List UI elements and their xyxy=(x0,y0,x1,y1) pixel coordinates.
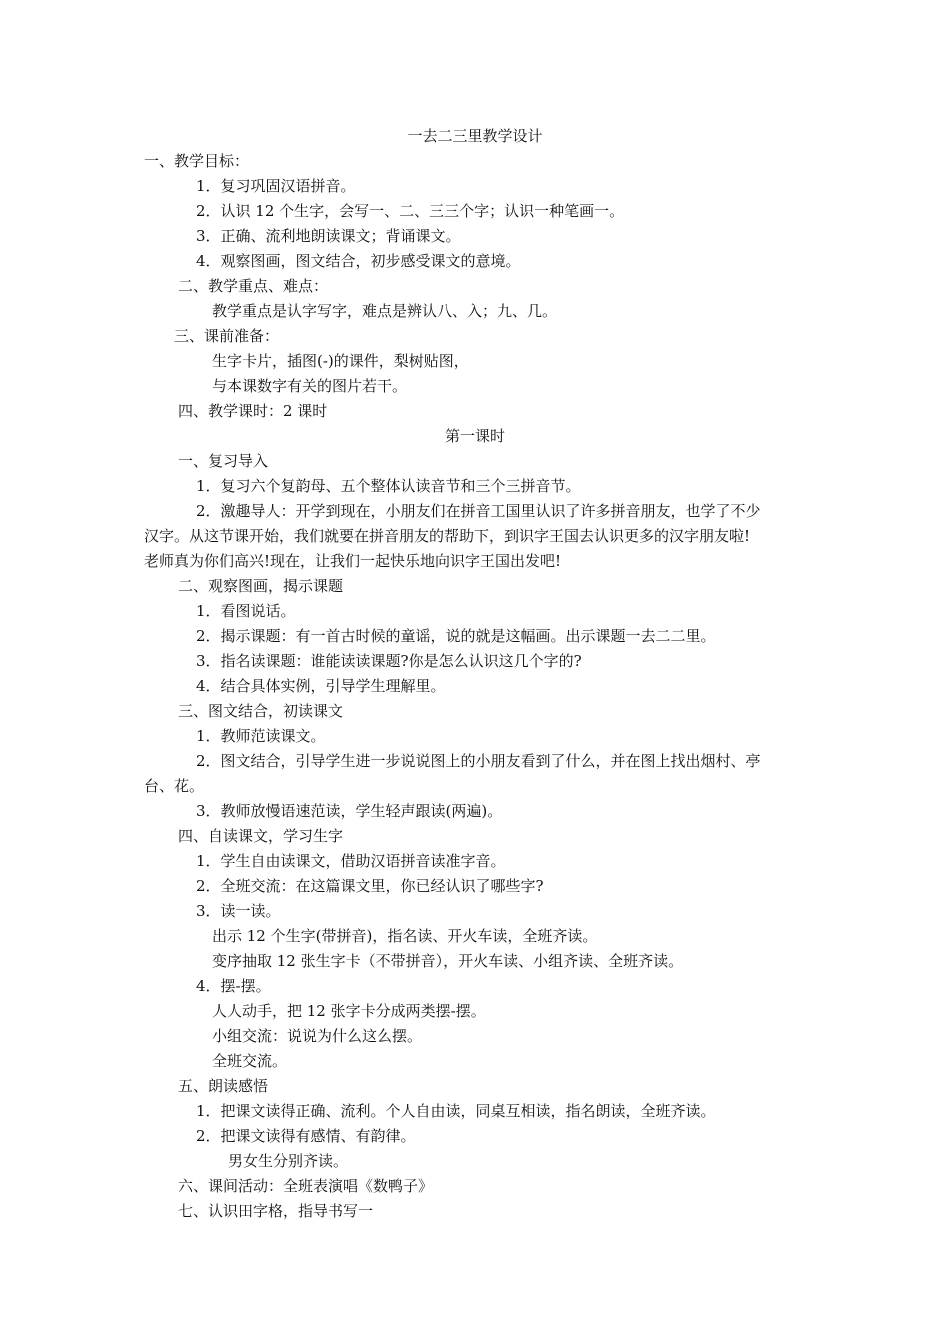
paragraph-line: 4．结合具体实例，引导学生理解里。 xyxy=(196,677,446,695)
paragraph-line: 3．教师放慢语速范读，学生轻声跟读(两遍)。 xyxy=(196,802,503,820)
section-heading: 七、认识田字格，指导书写一 xyxy=(178,1202,374,1220)
paragraph-line: 生字卡片，插图(-)的课件，梨树贴图， xyxy=(212,352,469,370)
section-heading: 六、课间活动：全班表演唱《数鸭子》 xyxy=(178,1177,434,1195)
paragraph-line: 1．复习巩固汉语拼音。 xyxy=(196,177,356,195)
paragraph-line: 1．教师范读课文。 xyxy=(196,727,326,745)
paragraph-line: 1．把课文读得正确、流利。个人自由读，同桌互相读，指名朗读，全班齐读。 xyxy=(196,1102,716,1120)
section-heading: 二、观察图画，揭示课题 xyxy=(178,577,344,595)
paragraph-line: 变序抽取 12 张生字卡（不带拼音），开火车读、小组齐读、全班齐读。 xyxy=(212,952,684,970)
paragraph-line: 1．复习六个复韵母、五个整体认读音节和三个三拼音节。 xyxy=(196,477,581,495)
paragraph-line: 3．读一读。 xyxy=(196,902,281,920)
paragraph-line: 2．把课文读得有感情、有韵律。 xyxy=(196,1127,416,1145)
section-heading: 一、教学目标： xyxy=(144,152,250,170)
paragraph-line: 2．全班交流：在这篇课文里，你已经认识了哪些字? xyxy=(196,877,544,895)
paragraph-line: 2．激趣导人：开学到现在，小朋友们在拼音工国里认识了许多拼音朋友，也学了不少 xyxy=(196,502,761,520)
paragraph-line: 教学重点是认字写字，难点是辨认八、入；九、几。 xyxy=(212,302,558,320)
paragraph-line: 2．认识 12 个生字，会写一、二、三三个字；认识一种笔画一。 xyxy=(196,202,625,220)
paragraph-line: 男女生分别齐读。 xyxy=(228,1152,349,1170)
paragraph-line: 2．图文结合，引导学生进一步说说图上的小朋友看到了什么，并在图上找出烟村、亭 xyxy=(196,752,761,770)
section-heading: 二、教学重点、难点： xyxy=(178,277,329,295)
paragraph-line: 与本课数字有关的图片若干。 xyxy=(212,377,408,395)
document-title: 一去二三里教学设计 xyxy=(407,127,543,145)
paragraph-line: 汉字。从这节课开始，我们就要在拼音朋友的帮助下，到识字王国去认识更多的汉字朋友啦! xyxy=(144,527,751,545)
paragraph-line: 2．揭示课题：有一首古时候的童谣，说的就是这幅画。出示课题一去二二里。 xyxy=(196,627,716,645)
section-heading: 一、复习导入 xyxy=(178,452,269,470)
paragraph-line: 老师真为你们高兴!现在，让我们一起快乐地向识字王国出发吧! xyxy=(144,552,562,570)
paragraph-line: 人人动手，把 12 张字卡分成两类摆-摆。 xyxy=(212,1002,486,1020)
section-heading: 三、图文结合，初读课文 xyxy=(178,702,344,720)
paragraph-line: 1．看图说话。 xyxy=(196,602,296,620)
section-heading: 四、自读课文，学习生字 xyxy=(178,827,344,845)
section-heading: 五、朗读感悟 xyxy=(178,1077,269,1095)
section-heading: 四、教学课时：2 课时 xyxy=(178,402,328,420)
lesson-subtitle: 第一课时 xyxy=(444,427,505,445)
paragraph-line: 小组交流：说说为什么这么摆。 xyxy=(212,1027,423,1045)
paragraph-line: 3．正确、流利地朗读课文；背诵课文。 xyxy=(196,227,461,245)
paragraph-line: 4．摆-摆。 xyxy=(196,977,271,995)
paragraph-line: 1．学生自由读课文，借助汉语拼音读准字音。 xyxy=(196,852,506,870)
paragraph-line: 出示 12 个生字(带拼音)，指名读、开火车读，全班齐读。 xyxy=(212,927,598,945)
paragraph-line: 3．指名读课题：谁能读读课题?你是怎么认识这几个字的? xyxy=(196,652,582,670)
section-heading: 三、课前准备： xyxy=(174,327,280,345)
paragraph-line: 4．观察图画，图文结合，初步感受课文的意境。 xyxy=(196,252,521,270)
paragraph-line: 台、花。 xyxy=(144,777,205,795)
paragraph-line: 全班交流。 xyxy=(212,1052,288,1070)
